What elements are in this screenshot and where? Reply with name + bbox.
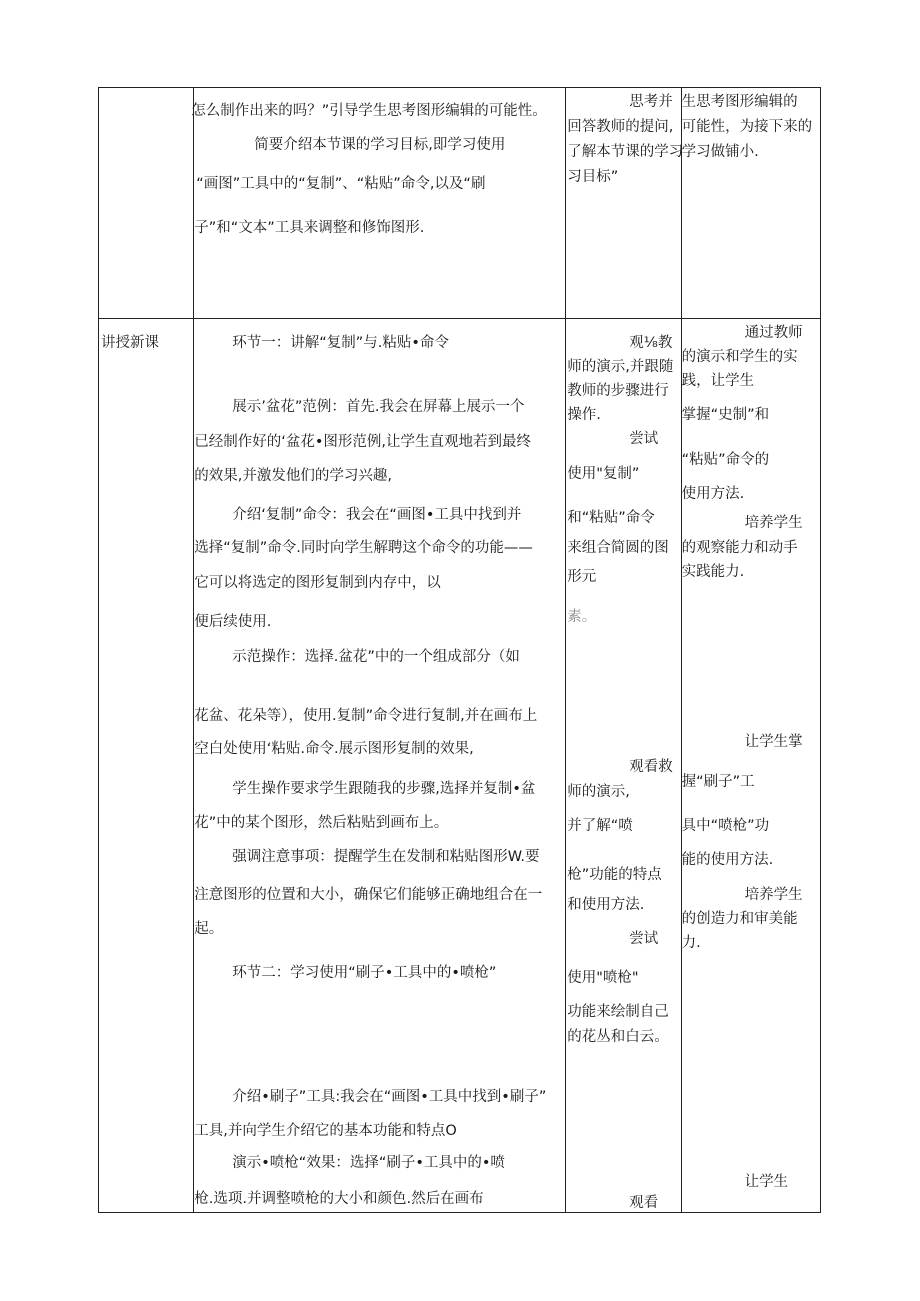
text-line: 习目标” (567, 169, 619, 185)
text-line: 环节二：学习使用“刷子•工具中的•喷枪” (232, 965, 497, 981)
text-line: 子”和“文本”工具来调整和修饰图形. (194, 220, 425, 236)
table-row (99, 319, 821, 1213)
text-line: 培养学生 (744, 515, 803, 531)
text-line: “粘贴”命令的 (681, 452, 770, 468)
text-line: 的创造力和审美能 (681, 911, 798, 927)
text-line: 花盆、花朵等），使用.复制”命令进行复制,并在画布上 (194, 708, 538, 724)
teacher-activity-cell (191, 88, 566, 319)
text-line: 使用"喷枪" (567, 970, 639, 986)
text-line: 生思考图形编辑的 (681, 94, 798, 110)
text-line: 介绍‘复制”命令：我会在“画图•工具中找到并 (232, 507, 522, 523)
text-line: 的效果,并激发他们的学习兴趣, (194, 468, 392, 484)
text-line: 力. (681, 935, 701, 951)
table-row (99, 88, 821, 319)
text-line: 培养学生 (744, 887, 803, 903)
text-line: 的花丛和白云。 (567, 1029, 669, 1045)
text-line: 展示’盆花”范例：首先.我会在屏幕上展示一个 (232, 399, 525, 415)
text-line: 环节一：讲解“复制”与.粘贴•命令 (232, 335, 449, 351)
text-line: 形元 (567, 569, 597, 585)
text-line: 通过教师 (744, 325, 803, 341)
text-line: 的演示和学生的实 (681, 349, 798, 365)
text-line: 思考并 (629, 94, 673, 110)
text-line: 强调注意事项：提醒学生在发制和粘贴图形W.要 (232, 849, 540, 865)
text-line: 和“粘贴”命令 (567, 510, 655, 526)
section-cell (99, 88, 194, 319)
text-line: 掌握“史制”和 (681, 407, 770, 423)
section-label: 讲授新课 (101, 335, 159, 351)
text-line: 师的演示,并跟随 (567, 359, 674, 375)
text-line: 枪.选项.并调整喷枪的大小和颜色.然后在画布 (194, 1191, 484, 1207)
text-line: 让学生 (744, 1174, 789, 1190)
text-line: 使用方法. (681, 486, 745, 502)
text-line: “画图”工具中的“复制”、“粘贴”命令,以及“刷 (196, 176, 486, 192)
text-line: 注意图形的位置和大小，确保它们能够正确地组合在一 (194, 887, 543, 903)
text-line: 教师的步骤进行 (567, 383, 669, 399)
text-line: 观看 (629, 1195, 659, 1211)
design-intent-cell (681, 88, 820, 319)
text-line: 演示•喷枪“效果：选择“刷子•工具中的•喷 (232, 1155, 505, 1171)
text-line: 已经制作好的‘盆花•图形范例,让学生直观地若到最终 (194, 434, 532, 450)
text-line: 素。 (567, 609, 597, 625)
text-line: 学习做铺小. (681, 144, 759, 160)
text-line: 观看救 (629, 759, 673, 775)
text-line: 具中“喷枪”功 (681, 818, 770, 834)
text-line: 回答教师的提问, (567, 119, 674, 135)
text-line: 可能性，为接下来的 (681, 119, 813, 135)
text-line: 来组合简圆的图 (567, 540, 669, 556)
text-line: 花”中的某个图形，然后粘贴到画布上。 (194, 815, 449, 831)
text-line: 践，让学生 (681, 373, 755, 389)
text-line: 尝试 (629, 431, 659, 447)
text-line: 学生操作要求学生跟随我的步骤,选择并复制•盆 (232, 781, 536, 797)
text-line: 能的使用方法. (681, 852, 774, 868)
text-line: 枪”功能的特点 (567, 867, 662, 883)
text-line: 起。 (194, 921, 224, 937)
text-line: 师的演示, (567, 784, 630, 800)
teacher-activity-cell (194, 319, 566, 1213)
section-cell (99, 319, 194, 1213)
text-line: 尝试 (629, 931, 659, 947)
text-line: 使用"复制” (567, 466, 640, 482)
student-activity-cell (566, 319, 681, 1213)
text-line: 工具,并向学生介绍它的基本功能和特点O (194, 1123, 457, 1139)
text-line: 怎么制作出来的吗？”引导学生思考图形编辑的可能性。 (191, 103, 547, 119)
text-line: 和使用方法. (567, 897, 645, 913)
text-line: 它可以将选定的图形复制到内存中，以 (194, 575, 441, 591)
design-intent-cell (681, 319, 820, 1213)
text-line: 观⅛教 (629, 335, 673, 351)
text-line: 并了解“喷 (567, 818, 633, 834)
text-line: 了解本节课的学习 (567, 144, 684, 160)
text-line: 选择“复制”命令.同时向学生解聘这个命令的功能—— (194, 540, 533, 556)
text-line: 介绍•刷子”工具:我会在“画图•工具中找到•刷子” (232, 1089, 547, 1105)
text-line: 实践能力. (681, 564, 745, 580)
text-line: 握“刷子”工 (681, 774, 755, 790)
lesson-plan-table (98, 87, 821, 1213)
text-line: 让学生掌 (744, 734, 803, 750)
student-activity-cell (566, 88, 684, 319)
text-line: 的观察能力和动手 (681, 540, 798, 556)
text-line: 示范操作：选择.盆花”中的一个组成部分（如 (232, 649, 520, 665)
text-line: 操作. (567, 407, 601, 423)
text-line: 简要介绍本节课的学习目标,即学习使用 (254, 137, 506, 153)
text-line: 功能来绘制自己 (567, 1004, 669, 1020)
text-line: 空白处使用‘粘贴.命令.展示图形复制的效果, (194, 741, 474, 757)
text-line: 便后续使用. (194, 614, 272, 630)
